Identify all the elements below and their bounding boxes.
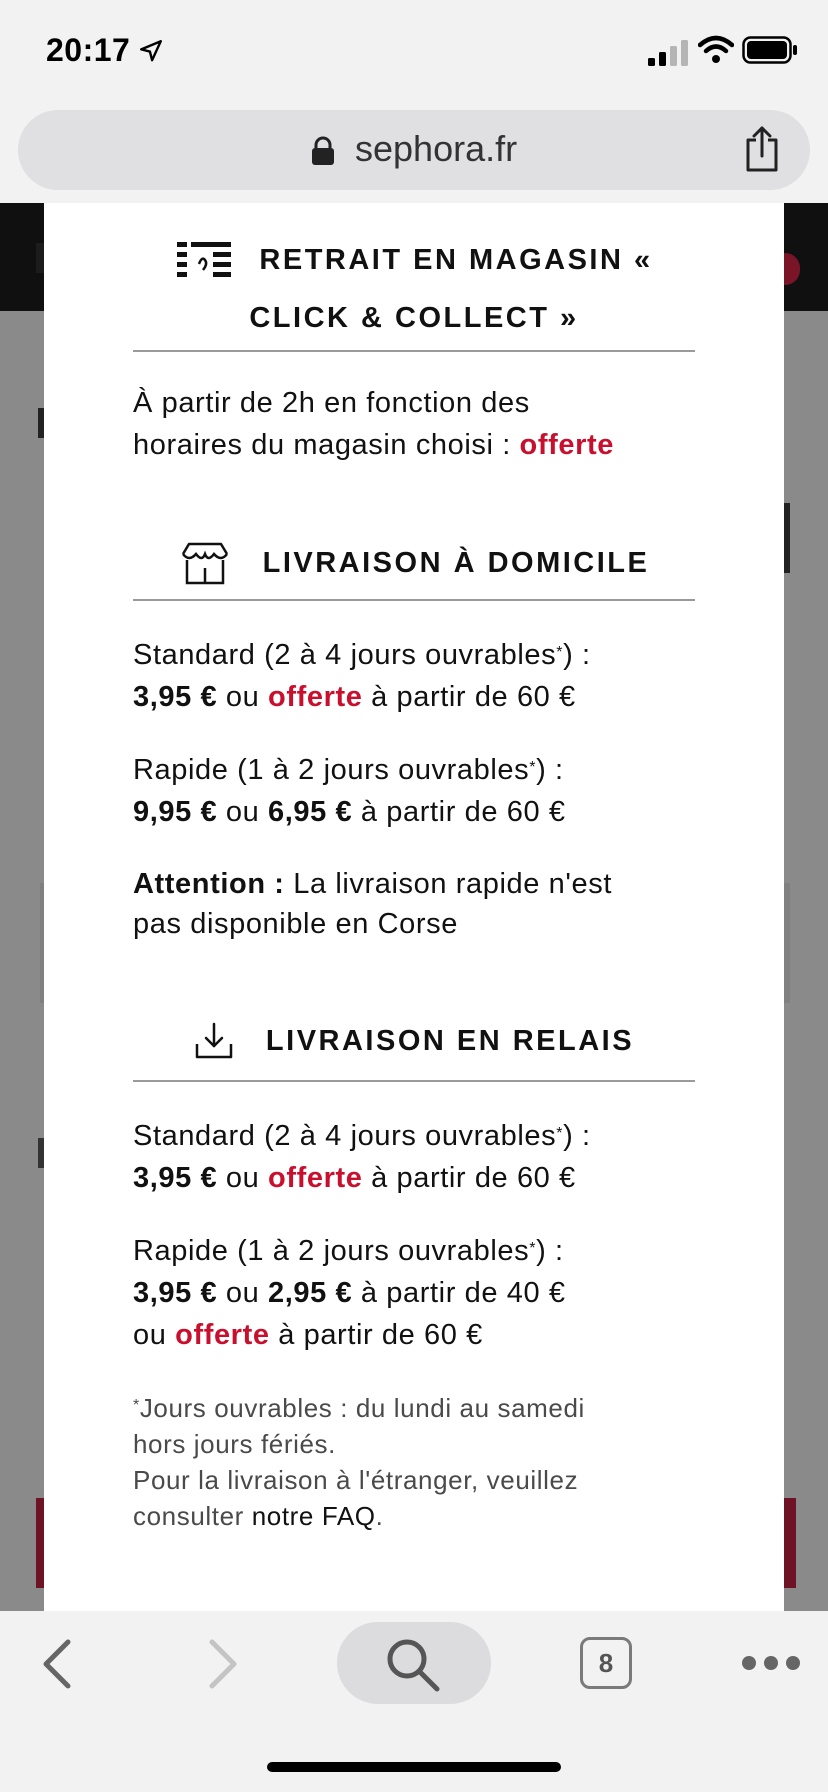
click-collect-title-line2: CLICK & COLLECT » (249, 302, 579, 334)
text-line (133, 1230, 713, 1272)
text-fragment: ou (217, 681, 269, 713)
text-fragment: ou (217, 1277, 269, 1309)
asterisk: * (556, 644, 564, 661)
text-line (133, 791, 713, 833)
divider (133, 350, 695, 352)
download-tray-icon (194, 1022, 234, 1060)
text-line (133, 1314, 713, 1356)
click-collect-heading (133, 240, 695, 280)
text-line (133, 1157, 713, 1199)
text-fragment: Standard (2 à 4 jours ouvrables (133, 639, 557, 671)
text-fragment: à partir de 60 € (362, 681, 576, 713)
free-label: offerte (268, 681, 363, 713)
store-pickup-icon (175, 240, 231, 280)
wifi-icon (698, 34, 734, 64)
text-fragment: à partir de 40 € (352, 1277, 566, 1309)
click-collect-text (133, 382, 713, 466)
click-collect-heading-line2-row (133, 302, 695, 335)
relay-delivery-heading (133, 1022, 695, 1060)
text-line (133, 424, 713, 466)
share-icon[interactable] (744, 126, 780, 172)
battery-icon (742, 36, 798, 64)
lock-icon (310, 136, 336, 166)
asterisk: * (529, 1240, 537, 1257)
status-time: 20:17 (46, 32, 131, 68)
text-line (133, 1115, 713, 1157)
free-label: offerte (268, 1162, 363, 1194)
asterisk: * (529, 759, 537, 776)
price: 3,95 € (133, 681, 218, 713)
text-line (133, 1272, 713, 1314)
asterisk: * (556, 1125, 564, 1142)
price: 3,95 € (133, 1277, 218, 1309)
text-fragment: . (375, 1501, 384, 1531)
location-arrow-icon (138, 38, 164, 64)
text-fragment: à partir de 60 € (352, 796, 566, 828)
relay-delivery-title: LIVRAISON EN RELAIS (265, 1024, 635, 1057)
text-line (133, 634, 713, 676)
relay-standard-text (133, 1115, 713, 1199)
relay-rapide-text (133, 1230, 713, 1356)
divider (133, 1080, 695, 1082)
text-line: pas disponible en Corse (133, 908, 458, 940)
cellular-signal-icon (648, 40, 688, 66)
more-dots-icon[interactable] (740, 1654, 802, 1672)
text-fragment: Rapide (1 à 2 jours ouvrables (133, 1235, 530, 1267)
price: 6,95 € (268, 796, 353, 828)
search-icon[interactable] (385, 1637, 441, 1693)
text-fragment: Jours ouvrables : du lundi au samedi (139, 1393, 585, 1423)
price: 2,95 € (268, 1277, 353, 1309)
text-fragment: à partir de 60 € (362, 1162, 576, 1194)
text-fragment: ) : (536, 1235, 564, 1267)
tabs-button[interactable]: 8 (580, 1637, 632, 1689)
text-fragment: consulter (133, 1501, 252, 1531)
chevron-right-icon[interactable] (200, 1636, 244, 1692)
text-line (133, 864, 713, 904)
text-fragment: ) : (563, 639, 591, 671)
house-icon (179, 540, 231, 586)
text-fragment: ou (133, 1319, 176, 1351)
text-fragment: horaires du magasin choisi : (133, 429, 520, 461)
text-fragment: ou (217, 1162, 269, 1194)
free-label: offerte (175, 1319, 270, 1351)
text-fragment: Rapide (1 à 2 jours ouvrables (133, 754, 530, 786)
text-line: À partir de 2h en fonction des (133, 387, 530, 419)
text-fragment: Standard (2 à 4 jours ouvrables (133, 1120, 557, 1152)
text-fragment: ou (217, 796, 269, 828)
text-line (133, 1390, 713, 1426)
text-line (133, 749, 713, 791)
text-fragment: ) : (536, 754, 564, 786)
free-label: offerte (519, 429, 614, 461)
price: 9,95 € (133, 796, 218, 828)
chevron-left-icon[interactable] (36, 1636, 80, 1692)
home-standard-text (133, 634, 713, 718)
home-rapide-text (133, 749, 713, 833)
asterisk: * (133, 1397, 140, 1414)
faq-link[interactable]: notre FAQ (251, 1501, 376, 1531)
home-delivery-title: LIVRAISON À DOMICILE (262, 546, 650, 579)
status-bar (0, 0, 828, 100)
text-fragment: à partir de 60 € (269, 1319, 483, 1351)
text-line (133, 1498, 713, 1534)
text-fragment: La livraison rapide n'est (284, 868, 612, 900)
home-delivery-heading (133, 540, 695, 586)
click-collect-title-line1: RETRAIT EN MAGASIN « (259, 243, 653, 276)
home-attention-text (133, 864, 713, 944)
divider (133, 599, 695, 601)
text-line (133, 676, 713, 718)
text-line: hors jours fériés. (133, 1429, 336, 1459)
attention-label: Attention : (133, 868, 285, 900)
home-indicator (267, 1762, 561, 1772)
url-domain[interactable]: sephora.fr (355, 128, 518, 169)
text-line: Pour la livraison à l'étranger, veuillez (133, 1465, 579, 1495)
footnote (133, 1390, 713, 1534)
text-fragment: ) : (563, 1120, 591, 1152)
price: 3,95 € (133, 1162, 218, 1194)
